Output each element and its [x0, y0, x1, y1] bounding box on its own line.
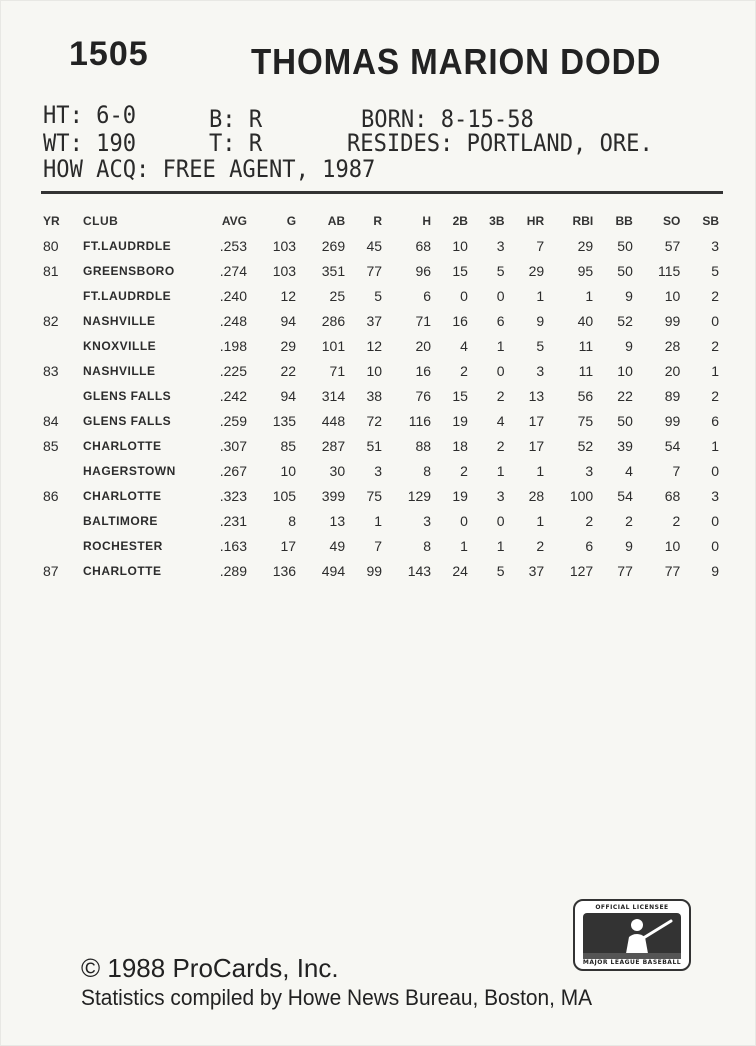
stats-body — [39, 233, 723, 583]
stats-cell-bb: 50 — [617, 237, 633, 254]
stats-row — [39, 458, 723, 483]
stats-cell-club: GLENS FALLS — [83, 388, 172, 403]
stats-cell-ab: 101 — [321, 337, 346, 354]
stats-cell-club: NASHVILLE — [83, 363, 156, 378]
stats-cell-hr: 7 — [536, 237, 545, 254]
stats-cell-g: 103 — [272, 237, 297, 254]
stats-cell-sb: 6 — [711, 412, 719, 429]
stats-cell-3b: 1 — [496, 537, 505, 554]
stats-cell-rbi: 2 — [585, 512, 594, 529]
stats-row — [39, 408, 723, 433]
stats-cell-g: 94 — [280, 312, 297, 329]
stats-cell-2b: 10 — [452, 237, 468, 254]
stats-cell-h: 8 — [423, 537, 432, 554]
stats-cell-rbi: 3 — [585, 462, 594, 479]
stats-cell-g: 85 — [280, 437, 297, 454]
stats-header-so: SO — [662, 214, 681, 228]
stats-cell-yr: 80 — [43, 237, 59, 254]
stats-header-row — [39, 209, 723, 233]
stats-cell-h: 116 — [408, 412, 432, 429]
logo-bottom-text: MAJOR LEAGUE BASEBALL — [582, 959, 682, 966]
stats-cell-ab: 30 — [329, 462, 346, 479]
stats-row — [39, 333, 723, 358]
stats-cell-h: 6 — [423, 287, 432, 304]
stats-cell-rbi: 1 — [585, 287, 594, 304]
stats-cell-sb: 0 — [711, 537, 719, 554]
stats-cell-2b: 2 — [460, 362, 468, 379]
stats-header-rbi: RBI — [572, 214, 594, 228]
stats-cell-avg: .259 — [219, 412, 247, 429]
stats-row — [39, 308, 723, 333]
stats-cell-g: 29 — [280, 337, 297, 354]
stats-cell-bb: 9 — [625, 537, 633, 554]
stats-cell-ab: 314 — [321, 387, 346, 404]
stats-cell-club: HAGERSTOWN — [83, 463, 176, 478]
stats-cell-r: 99 — [366, 562, 383, 579]
stats-cell-r: 10 — [366, 362, 383, 379]
stats-cell-2b: 0 — [460, 512, 468, 529]
statistics-credit: Statistics compiled by Howe News Bureau, Boston, MA — [81, 985, 593, 1010]
stats-cell-club: KNOXVILLE — [83, 338, 157, 353]
stats-cell-so: 28 — [664, 337, 681, 354]
stats-cell-bb: 10 — [617, 362, 633, 379]
stats-cell-h: 143 — [407, 562, 432, 579]
stats-cell-club: BALTIMORE — [83, 513, 158, 528]
stats-cell-3b: 1 — [496, 462, 505, 479]
stats-cell-g: 136 — [272, 562, 297, 579]
stats-row — [39, 383, 723, 408]
stats-cell-r: 3 — [374, 462, 383, 479]
stats-cell-yr: 87 — [43, 562, 59, 579]
stats-cell-g: 103 — [272, 262, 297, 279]
stats-cell-club: FT.LAUDRDLE — [83, 288, 172, 303]
stats-cell-bb: 9 — [625, 287, 633, 304]
stats-cell-hr: 13 — [528, 387, 545, 404]
copyright-line: © 1988 ProCards, Inc. — [81, 953, 339, 983]
stats-cell-3b: 0 — [496, 512, 505, 529]
stats-cell-bb: 4 — [625, 462, 633, 479]
stats-cell-g: 135 — [272, 412, 297, 429]
divider-rule — [41, 191, 723, 194]
stats-cell-3b: 5 — [496, 262, 505, 279]
stats-cell-rbi: 11 — [578, 362, 594, 379]
stats-cell-hr: 5 — [536, 337, 545, 354]
stats-row — [39, 283, 723, 308]
stats-cell-rbi: 29 — [577, 237, 594, 254]
stats-cell-rbi: 100 — [569, 487, 594, 504]
stats-cell-so: 2 — [672, 512, 681, 529]
stats-cell-sb: 3 — [711, 237, 719, 254]
stats-cell-ab: 399 — [321, 487, 346, 504]
stats-cell-ab: 13 — [329, 512, 346, 529]
stats-cell-so: 10 — [664, 287, 681, 304]
stats-cell-yr: 84 — [43, 412, 59, 429]
stats-cell-2b: 2 — [460, 462, 468, 479]
stats-cell-avg: .267 — [219, 462, 247, 479]
bio-born: BORN: 8-15-58 — [361, 105, 534, 133]
stats-cell-avg: .198 — [219, 337, 247, 354]
stats-cell-sb: 1 — [711, 437, 719, 454]
stats-cell-hr: 1 — [536, 462, 545, 479]
stats-cell-club: CHARLOTTE — [83, 438, 162, 453]
stats-cell-yr: 81 — [43, 262, 59, 279]
stats-cell-3b: 5 — [496, 562, 505, 579]
bio-weight: WT: 190 — [43, 129, 137, 157]
stats-cell-sb: 2 — [711, 337, 719, 354]
stats-cell-hr: 17 — [528, 437, 545, 454]
stats-row — [39, 483, 723, 508]
stats-cell-rbi: 52 — [577, 437, 594, 454]
stats-cell-2b: 15 — [452, 387, 468, 404]
stats-header-bb: BB — [615, 214, 633, 228]
stats-cell-yr — [39, 508, 79, 533]
stats-cell-g: 17 — [280, 537, 297, 554]
stats-cell-hr: 17 — [528, 412, 545, 429]
stats-row — [39, 558, 723, 583]
stats-cell-so: 99 — [664, 312, 681, 329]
stats-header-hr: HR — [526, 214, 545, 228]
stats-cell-h: 71 — [415, 312, 432, 329]
stats-cell-club: CHARLOTTE — [83, 563, 162, 578]
stats-cell-ab: 269 — [321, 237, 346, 254]
stats-cell-3b: 1 — [496, 337, 505, 354]
stats-table — [39, 209, 723, 583]
stats-cell-club: NASHVILLE — [83, 313, 156, 328]
stats-cell-sb: 2 — [711, 287, 719, 304]
stats-cell-avg: .248 — [219, 312, 247, 329]
stats-cell-2b: 24 — [452, 562, 468, 579]
bio-bats: B: R — [209, 105, 263, 133]
stats-cell-ab: 286 — [321, 312, 346, 329]
stats-cell-r: 1 — [374, 512, 383, 529]
stats-cell-avg: .225 — [219, 362, 247, 379]
stats-cell-r: 77 — [366, 262, 383, 279]
card-number: 1505 — [69, 35, 149, 73]
stats-cell-2b: 19 — [452, 412, 468, 429]
stats-cell-3b: 2 — [496, 387, 505, 404]
stats-cell-yr: 83 — [43, 362, 59, 379]
stats-cell-r: 7 — [374, 537, 383, 554]
stats-cell-avg: .231 — [219, 512, 247, 529]
stats-cell-ab: 287 — [321, 437, 346, 454]
stats-row — [39, 358, 723, 383]
stats-cell-club: GREENSBORO — [83, 263, 175, 278]
stats-cell-3b: 0 — [496, 362, 505, 379]
stats-cell-avg: .289 — [219, 562, 247, 579]
stats-cell-h: 88 — [415, 437, 432, 454]
stats-cell-so: 10 — [664, 537, 681, 554]
batter-silhouette-icon — [583, 913, 681, 959]
stats-header-g: G — [286, 214, 297, 228]
stats-cell-ab: 448 — [321, 412, 346, 429]
stats-cell-h: 68 — [415, 237, 432, 254]
stats-cell-2b: 19 — [452, 487, 468, 504]
stats-cell-h: 96 — [415, 262, 432, 279]
stats-header-yr: YR — [43, 214, 60, 228]
stats-row — [39, 533, 723, 558]
stats-cell-2b: 18 — [452, 437, 468, 454]
stats-cell-ab: 494 — [321, 562, 346, 579]
stats-cell-2b: 1 — [460, 537, 468, 554]
stats-header-sb: SB — [702, 214, 719, 228]
stats-cell-avg: .323 — [219, 487, 247, 504]
stats-cell-hr: 1 — [536, 287, 545, 304]
stats-cell-r: 12 — [366, 337, 383, 354]
stats-cell-r: 37 — [366, 312, 383, 329]
stats-row — [39, 433, 723, 458]
stats-cell-so: 7 — [672, 462, 681, 479]
stats-header-club: CLUB — [83, 214, 119, 228]
stats-cell-hr: 28 — [528, 487, 545, 504]
bio-how-acquired: HOW ACQ: FREE AGENT, 1987 — [43, 155, 376, 183]
stats-cell-ab: 49 — [329, 537, 346, 554]
stats-row — [39, 233, 723, 258]
stats-cell-r: 75 — [366, 487, 383, 504]
stats-cell-r: 72 — [366, 412, 383, 429]
stats-cell-sb: 3 — [711, 487, 719, 504]
stats-cell-so: 20 — [664, 362, 681, 379]
player-name: THOMAS MARION DODD — [251, 41, 662, 82]
stats-cell-bb: 52 — [617, 312, 633, 329]
stats-cell-r: 51 — [366, 437, 383, 454]
stats-cell-g: 8 — [288, 512, 297, 529]
stats-cell-sb: 0 — [711, 512, 719, 529]
stats-cell-so: 68 — [664, 487, 681, 504]
stats-cell-3b: 0 — [496, 287, 505, 304]
stats-cell-ab: 25 — [329, 287, 346, 304]
logo-top-text: OFFICIAL LICENSEE — [595, 904, 669, 911]
stats-cell-hr: 2 — [536, 537, 545, 554]
stats-cell-sb: 9 — [711, 562, 719, 579]
stats-cell-avg: .274 — [219, 262, 247, 279]
stats-cell-2b: 15 — [452, 262, 468, 279]
stats-cell-ab: 351 — [321, 262, 346, 279]
bio-throws: T: R — [209, 129, 263, 157]
stats-cell-avg: .242 — [219, 387, 247, 404]
stats-cell-avg: .163 — [219, 537, 247, 554]
stats-cell-h: 129 — [407, 487, 432, 504]
stats-header-h: H — [422, 214, 432, 228]
stats-cell-avg: .307 — [219, 437, 247, 454]
stats-cell-sb: 0 — [711, 312, 719, 329]
stats-cell-rbi: 40 — [577, 312, 594, 329]
stats-cell-hr: 3 — [536, 362, 545, 379]
stats-cell-h: 8 — [423, 462, 432, 479]
stats-cell-yr: 82 — [43, 312, 59, 329]
stats-cell-bb: 22 — [617, 387, 633, 404]
stats-cell-yr — [39, 283, 79, 308]
stats-cell-2b: 16 — [452, 312, 468, 329]
stats-cell-3b: 3 — [496, 487, 505, 504]
stats-cell-avg: .240 — [219, 287, 247, 304]
stats-cell-yr: 86 — [43, 487, 59, 504]
stats-cell-yr — [39, 333, 79, 358]
mlb-licensee-logo — [573, 899, 691, 971]
stats-cell-rbi: 11 — [578, 337, 594, 354]
stats-row — [39, 258, 723, 283]
stats-cell-2b: 0 — [460, 287, 468, 304]
stats-cell-r: 38 — [366, 387, 383, 404]
stats-cell-hr: 37 — [528, 562, 545, 579]
stats-cell-h: 76 — [415, 387, 432, 404]
stats-cell-rbi: 6 — [585, 537, 594, 554]
stats-cell-so: 77 — [664, 562, 681, 579]
stats-cell-sb: 5 — [711, 262, 719, 279]
stats-cell-so: 54 — [664, 437, 681, 454]
stats-cell-g: 10 — [280, 462, 297, 479]
stats-header-2b: 2B — [452, 214, 468, 228]
stats-cell-club: CHARLOTTE — [83, 488, 162, 503]
stats-cell-h: 20 — [415, 337, 432, 354]
stats-cell-2b: 4 — [460, 337, 468, 354]
stats-cell-so: 99 — [664, 412, 681, 429]
stats-cell-hr: 1 — [536, 512, 545, 529]
stats-cell-rbi: 127 — [569, 562, 594, 579]
stats-cell-yr — [39, 383, 79, 408]
stats-cell-so: 57 — [664, 237, 681, 254]
stats-cell-yr: 85 — [43, 437, 59, 454]
bio-resides: RESIDES: PORTLAND, ORE. — [347, 129, 653, 157]
stats-cell-sb: 2 — [711, 387, 719, 404]
stats-cell-avg: .253 — [219, 237, 247, 254]
stats-cell-3b: 4 — [496, 412, 505, 429]
stats-cell-yr — [39, 458, 79, 483]
stats-cell-rbi: 75 — [577, 412, 594, 429]
stats-cell-bb: 54 — [617, 487, 633, 504]
stats-cell-rbi: 95 — [577, 262, 594, 279]
stats-row — [39, 508, 723, 533]
stats-cell-bb: 50 — [617, 412, 633, 429]
stats-cell-h: 16 — [415, 362, 432, 379]
stats-cell-ab: 71 — [329, 362, 346, 379]
stats-cell-sb: 0 — [711, 462, 719, 479]
stats-cell-bb: 77 — [617, 562, 633, 579]
stats-header-avg: AVG — [221, 214, 247, 228]
stats-cell-club: FT.LAUDRDLE — [83, 238, 172, 253]
bio-height: HT: 6-0 — [43, 101, 137, 129]
stats-header-ab: AB — [327, 214, 346, 228]
stats-header-3b: 3B — [489, 214, 505, 228]
stats-cell-bb: 50 — [617, 262, 633, 279]
stats-cell-so: 115 — [657, 262, 681, 279]
stats-cell-yr — [39, 533, 79, 558]
stats-cell-club: ROCHESTER — [83, 538, 163, 553]
stats-cell-sb: 1 — [711, 362, 719, 379]
stats-cell-hr: 9 — [536, 312, 545, 329]
stats-cell-g: 94 — [280, 387, 297, 404]
stats-cell-bb: 39 — [617, 437, 633, 454]
stats-cell-hr: 29 — [528, 262, 545, 279]
stats-cell-g: 12 — [280, 287, 297, 304]
stats-header-r: R — [373, 214, 383, 228]
stats-cell-club: GLENS FALLS — [83, 413, 172, 428]
stats-cell-3b: 6 — [496, 312, 505, 329]
stats-cell-3b: 3 — [496, 237, 505, 254]
stats-cell-g: 105 — [272, 487, 297, 504]
stats-cell-bb: 2 — [625, 512, 633, 529]
stats-cell-rbi: 56 — [577, 387, 594, 404]
stats-cell-g: 22 — [280, 362, 297, 379]
stats-cell-r: 45 — [366, 237, 383, 254]
stats-cell-bb: 9 — [625, 337, 633, 354]
stats-cell-so: 89 — [664, 387, 681, 404]
stats-cell-r: 5 — [374, 287, 383, 304]
stats-cell-h: 3 — [423, 512, 432, 529]
stats-cell-3b: 2 — [496, 437, 505, 454]
